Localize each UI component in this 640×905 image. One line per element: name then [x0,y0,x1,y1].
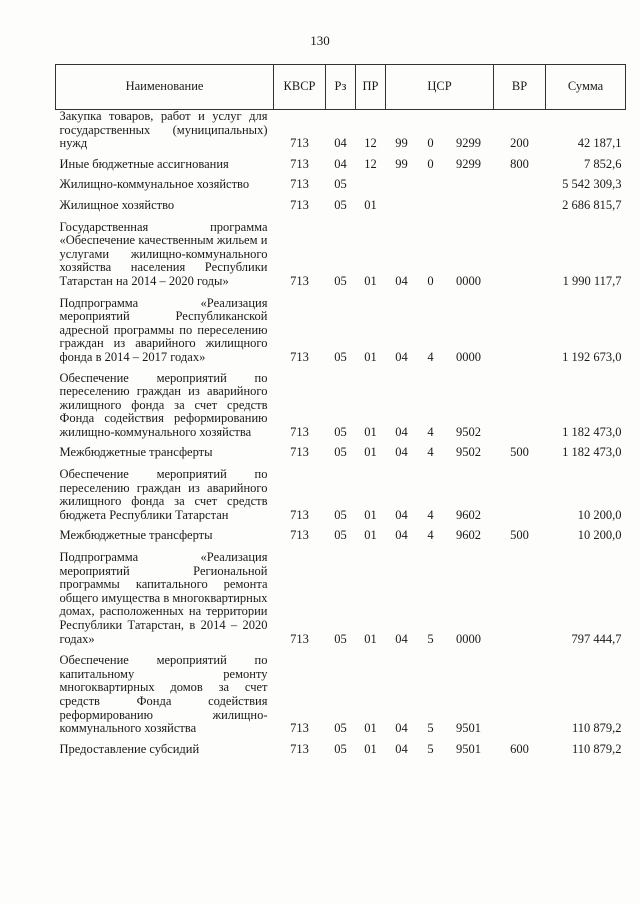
row-csr-subprogram: 0 [427,156,434,171]
row-vr [494,171,546,192]
table-row [56,213,626,289]
row-sum: 7 852,6 [584,156,622,171]
header-name: Наименование [56,65,274,110]
row-csr-subprogram: 0 [427,136,434,151]
row-name: Межбюджетные трансферты [59,445,213,460]
row-kvsr: 713 [290,197,309,212]
row-sum: 797 444,7 [571,631,622,646]
row-pr [356,171,386,192]
row-vr [494,213,546,289]
row-rz: 05 [334,424,347,439]
row-csr-program: 04 [395,424,408,439]
row-rz: 05 [334,631,347,646]
row-csr-direction: 9501 [456,721,482,736]
row-kvsr: 713 [290,528,309,543]
row-vr: 500 [510,528,529,543]
row-kvsr: 713 [290,424,309,439]
row-rz: 04 [334,136,347,151]
row-sum: 2 686 815,7 [562,197,622,212]
table-row [56,110,626,151]
row-rz: 05 [334,177,347,192]
row-name: Подпрограмма «Реализация мероприятий Республиканской адресной программы по переселению граждан из аварийного жилищного фонда в 2014 – 2017 годах» [59,295,268,364]
row-pr: 01 [364,528,377,543]
row-vr [494,192,546,213]
row-rz: 05 [334,507,347,522]
table-row [56,151,626,172]
row-csr-program: 99 [395,136,408,151]
row-pr: 01 [364,721,377,736]
row-sum: 10 200,0 [577,528,622,543]
row-csr-direction: 9502 [456,424,482,439]
row-csr-program: 04 [395,507,408,522]
row-sum: 5 542 309,3 [562,177,622,192]
row-kvsr: 713 [290,445,309,460]
row-name: Государственная программа «Обеспечение качественным жильем и услугами жилищно-коммунального хозяйства населения Республики Татарстан на 2014 – 2020 годы» [59,219,268,288]
row-csr-subprogram [418,192,444,213]
row-csr-subprogram: 4 [427,349,434,364]
row-pr: 01 [364,631,377,646]
row-name: Обеспечение мероприятий по переселению граждан из аварийного жилищного фонда за счет средств Фонда содействия реформированию жилищно-коммунального хозяйства [59,370,268,439]
row-kvsr: 713 [290,273,309,288]
row-csr-program: 04 [395,445,408,460]
row-csr-program: 99 [395,156,408,171]
table-row [56,736,626,757]
row-pr: 01 [364,197,377,212]
row-csr-subprogram: 5 [427,721,434,736]
header-kvsr: КВСР [274,65,326,110]
table-row [56,171,626,192]
row-csr-direction: 0000 [456,631,482,646]
row-vr: 600 [510,741,529,756]
row-csr-direction: 9299 [456,156,482,171]
row-vr [494,365,546,440]
row-sum: 42 187,1 [577,136,622,151]
budget-table [55,64,626,756]
row-csr-program: 04 [395,349,408,364]
row-sum: 110 879,2 [571,741,622,756]
row-vr: 200 [510,136,529,151]
row-vr: 500 [510,445,529,460]
row-csr-direction [444,171,494,192]
row-kvsr: 713 [290,741,309,756]
row-kvsr: 713 [290,721,309,736]
row-csr-subprogram: 4 [427,445,434,460]
row-name: Иные бюджетные ассигнования [59,156,229,171]
row-pr: 01 [364,349,377,364]
row-pr: 12 [364,136,377,151]
header-rz: Рз [326,65,356,110]
row-name: Жилищное хозяйство [59,197,175,212]
table-row [56,439,626,460]
row-csr-subprogram: 4 [427,424,434,439]
row-csr-program: 04 [395,273,408,288]
row-rz: 05 [334,349,347,364]
table-row [56,543,626,646]
row-vr: 800 [510,156,529,171]
row-name: Обеспечение мероприятий по переселению граждан из аварийного жилищного фонда за счет средств бюджета Республики Татарстан [59,467,268,522]
row-vr [494,460,546,522]
row-csr-program [386,171,418,192]
header-csr: ЦСР [386,65,494,110]
row-csr-program: 04 [395,721,408,736]
row-name: Подпрограмма «Реализация мероприятий Региональной программы капитального ремонта общего имущества в многоквартирных домах, расположенных на территории Республики Татарстан, в 2014 – 2020 годах» [59,550,268,646]
row-rz: 05 [334,445,347,460]
row-sum: 1 182 473,0 [562,445,622,460]
row-sum: 1 192 673,0 [562,349,622,364]
row-csr-subprogram: 4 [427,528,434,543]
header-sum: Сумма [546,65,626,110]
table-row [56,522,626,543]
row-sum: 110 879,2 [571,721,622,736]
row-name: Закупка товаров, работ и услуг для государственных (муниципальных) нужд [59,109,268,151]
row-kvsr: 713 [290,156,309,171]
row-rz: 05 [334,528,347,543]
row-name: Предоставление субсидий [59,741,200,756]
table-row [56,460,626,522]
row-pr: 01 [364,445,377,460]
row-name: Обеспечение мероприятий по капитальному ремонту многоквартирных домов за счет средств Фонда содействия реформированию жилищно-коммунального хозяйства [59,653,268,736]
table-row [56,289,626,365]
row-name: Межбюджетные трансферты [59,528,213,543]
row-rz: 05 [334,273,347,288]
row-pr: 01 [364,741,377,756]
row-pr: 01 [364,507,377,522]
row-kvsr: 713 [290,631,309,646]
header-vr: ВР [494,65,546,110]
row-csr-subprogram [418,171,444,192]
row-csr-subprogram: 0 [427,273,434,288]
row-kvsr: 713 [290,507,309,522]
row-rz: 05 [334,197,347,212]
row-name: Жилищно-коммунальное хозяйство [59,177,250,192]
row-kvsr: 713 [290,136,309,151]
row-csr-direction: 9502 [456,445,482,460]
row-csr-program: 04 [395,631,408,646]
row-sum: 1 990 117,7 [562,273,622,288]
row-pr: 01 [364,424,377,439]
row-csr-program: 04 [395,741,408,756]
row-csr-subprogram: 5 [427,741,434,756]
row-csr-direction: 9501 [456,741,482,756]
row-csr-subprogram: 5 [427,631,434,646]
table-row [56,646,626,736]
row-vr [494,543,546,646]
row-vr [494,646,546,736]
row-csr-direction: 0000 [456,273,482,288]
page-number: 130 [310,33,330,48]
table-row [56,192,626,213]
row-csr-direction: 0000 [456,349,482,364]
row-csr-direction: 9602 [456,528,482,543]
row-csr-program: 04 [395,528,408,543]
row-vr [494,289,546,365]
row-sum: 10 200,0 [577,507,622,522]
table-row [56,365,626,440]
row-kvsr: 713 [290,349,309,364]
row-rz: 05 [334,741,347,756]
row-csr-direction: 9299 [456,136,482,151]
row-sum: 1 182 473,0 [562,424,622,439]
row-csr-subprogram: 4 [427,507,434,522]
row-csr-direction: 9602 [456,507,482,522]
row-csr-program [386,192,418,213]
row-rz: 05 [334,721,347,736]
table-header-row [56,65,626,110]
row-kvsr: 713 [290,177,309,192]
row-csr-direction [444,192,494,213]
header-pr: ПР [356,65,386,110]
row-rz: 04 [334,156,347,171]
row-pr: 01 [364,273,377,288]
row-pr: 12 [364,156,377,171]
